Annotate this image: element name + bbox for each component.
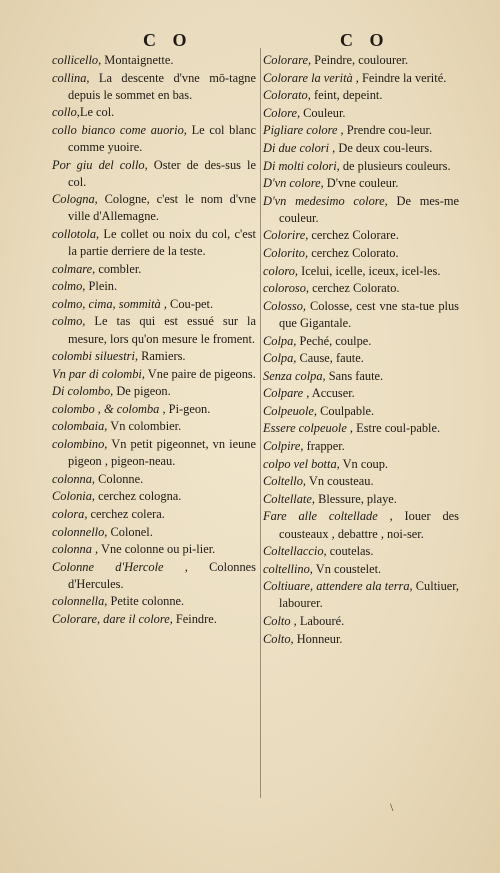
definition: Blessure, playe. — [314, 491, 397, 506]
definition: Vn petit pigeonnet, vn ieune pigeon , pigeon-neau. — [68, 437, 256, 469]
dictionary-entry — [263, 158, 459, 175]
dictionary-entry — [52, 559, 256, 593]
dictionary-entry — [263, 280, 459, 297]
definition: de plusieurs couleurs. — [339, 158, 451, 173]
definition: Coulpable. — [317, 403, 375, 418]
dictionary-entry — [52, 541, 256, 558]
definition: Le col. — [79, 105, 115, 120]
dictionary-entry — [52, 593, 256, 610]
headword: Pigliare colore , — [263, 123, 344, 138]
headword: Di colombo, — [52, 384, 114, 399]
headword: colonnella, — [52, 594, 108, 609]
headword: D'vn medesimo colore, — [263, 193, 388, 208]
headword: collo, — [52, 105, 80, 120]
definition: Le tas qui est essué sur la mesure, lors qu'on mesure le froment. — [68, 314, 256, 346]
dictionary-entry — [263, 298, 459, 332]
dictionary-entry — [263, 385, 459, 402]
definition: Colosse, cest vne sta-tue plus que Gigantale. — [279, 298, 459, 330]
dictionary-entry — [263, 473, 459, 490]
definition: Icelui, icelle, iceux, icel-les. — [298, 263, 441, 278]
headword: colonnello, — [52, 524, 108, 539]
headword: colmare, — [52, 261, 96, 276]
definition: Couleur. — [300, 105, 346, 120]
headword: Colorare, dare il colore, — [52, 612, 173, 626]
dictionary-entry — [263, 333, 459, 350]
dictionary-entry — [263, 52, 459, 69]
definition: Colonnes d'Hercules. — [68, 559, 256, 591]
headword: colombino, — [52, 437, 108, 452]
headword: Colpeuole, — [263, 403, 318, 418]
definition: Oster de des-sus le col. — [68, 157, 256, 189]
dictionary-entry — [52, 348, 256, 365]
definition: Vne paire de pigeons. — [144, 366, 256, 381]
dictionary-entry — [263, 438, 459, 455]
definition: cerchez Colorato. — [309, 281, 400, 296]
header-right: C O — [340, 30, 390, 50]
definition: Petite colonne. — [107, 594, 185, 609]
headword: Colorire, — [263, 228, 309, 243]
headword: Colorato, — [263, 88, 311, 103]
dictionary-entry — [263, 420, 459, 437]
left-column — [52, 52, 256, 629]
dictionary-entry — [263, 122, 459, 139]
headword: colonna, — [52, 471, 96, 486]
definition: Estre coul-pable. — [353, 421, 441, 436]
definition: coutelas. — [326, 544, 374, 559]
dictionary-entry — [52, 471, 256, 488]
dictionary-entry — [263, 368, 459, 385]
headword: Colpire, — [263, 439, 304, 454]
definition: cerchez colera. — [87, 506, 165, 521]
definition: Prendre cou-leur. — [343, 123, 433, 138]
definition: cerchez cologna. — [95, 489, 182, 504]
running-header — [0, 30, 500, 50]
dictionary-entry — [52, 366, 256, 383]
definition: Montaignette. — [101, 53, 174, 67]
dictionary-entry — [263, 175, 459, 192]
dictionary-entry — [263, 456, 459, 473]
dictionary-entry — [263, 245, 459, 262]
definition: Peché, coulpe. — [296, 333, 372, 348]
headword: Senza colpa, — [263, 368, 326, 383]
headword: Fare alle coltellade , — [263, 509, 393, 524]
dictionary-entry — [263, 403, 459, 420]
dictionary-entry — [263, 491, 459, 508]
definition: Iouer des cousteaux , debattre , noi-ser. — [279, 509, 460, 541]
dictionary-entry — [263, 263, 459, 280]
dictionary-entry — [52, 191, 256, 225]
headword: Cologna, — [52, 192, 98, 207]
definition: combler. — [95, 261, 142, 276]
definition: Le collet ou noix du col, c'est la partie derriere de la teste. — [68, 226, 256, 259]
definition: Labouré. — [296, 614, 345, 628]
dictionary-entry — [263, 70, 459, 87]
dictionary-entry — [52, 261, 256, 278]
definition: De deux cou-leurs. — [335, 140, 433, 155]
dictionary-entry — [263, 350, 459, 367]
dictionary-entry — [52, 611, 256, 628]
headword: Vn par di colombi, — [52, 366, 145, 381]
headword: coloroso, — [263, 281, 310, 296]
headword: collicello, — [52, 53, 102, 67]
headword: Colore, — [263, 105, 301, 120]
headword: Colonne d'Hercole , — [52, 559, 188, 574]
definition: frapper. — [303, 439, 345, 454]
definition: Sans faute. — [325, 368, 384, 383]
definition: feint, depeint. — [310, 88, 383, 103]
right-column — [263, 52, 459, 648]
headword: Coltello, — [263, 474, 307, 489]
column-divider — [260, 48, 261, 798]
definition: Cologne, c'est le nom d'vne ville d'Allemagne. — [68, 192, 256, 224]
definition: De mes-me couleur. — [279, 193, 459, 225]
headword: Colto, — [263, 631, 294, 646]
definition: Accuser. — [309, 386, 355, 401]
definition: Vn colombier. — [107, 419, 182, 434]
headword: colonna , — [52, 542, 99, 557]
headword: Colpare , — [263, 386, 310, 401]
headword: collina, — [52, 70, 90, 85]
dictionary-entry — [52, 104, 256, 121]
dictionary-entry — [263, 193, 459, 227]
dictionary-entry — [263, 561, 459, 578]
dictionary-entry — [52, 524, 256, 541]
definition: Peindre, coulourer. — [311, 53, 409, 67]
dictionary-entry — [52, 122, 256, 156]
headword: colmo, cima, sommità , — [52, 296, 167, 311]
dictionary-entry — [263, 543, 459, 560]
headword: D'vn colore, — [263, 176, 324, 191]
definition: De pigeon. — [113, 384, 171, 399]
headword: Colpa, — [263, 351, 297, 366]
headword: Coltellaccio, — [263, 544, 327, 559]
headword: collo bianco come auorio, — [52, 122, 187, 137]
dictionary-entry — [52, 436, 256, 470]
dictionary-entry — [263, 227, 459, 244]
definition: Colonne. — [95, 471, 144, 486]
headword: Colto , — [263, 614, 297, 628]
definition: Colonel. — [107, 524, 153, 539]
definition: D'vne couleur. — [323, 176, 399, 191]
headword: coltellino, — [263, 561, 313, 576]
dictionary-entry — [52, 383, 256, 400]
definition: Vn coup. — [339, 456, 389, 471]
dictionary-entry — [52, 488, 256, 505]
definition: Feindre. — [172, 612, 217, 626]
headword: Colorito, — [263, 246, 309, 261]
dictionary-entry — [263, 631, 459, 648]
dictionary-entry — [52, 401, 256, 418]
dictionary-entry — [52, 52, 256, 69]
headword: collotola, — [52, 226, 100, 241]
stray-mark: \ — [390, 800, 394, 814]
header-left: C O — [143, 30, 193, 50]
headword: Coltiuare, attendere ala terra, — [263, 579, 413, 594]
headword: Colonia, — [52, 489, 96, 504]
headword: coloro, — [263, 263, 298, 278]
definition: Cause, faute. — [296, 351, 364, 366]
headword: colora, — [52, 506, 88, 521]
definition: Honneur. — [293, 631, 343, 646]
headword: Coltellate, — [263, 491, 315, 506]
headword: Di molti colori, — [263, 158, 340, 173]
headword: Por giu del collo, — [52, 157, 148, 172]
definition: Vne colonne ou pi-lier. — [98, 542, 216, 557]
definition: Vn coustelet. — [312, 561, 382, 576]
dictionary-entry — [52, 313, 256, 347]
dictionary-entry — [263, 140, 459, 157]
definition: Vn cousteau. — [306, 474, 374, 489]
headword: Essere colpeuole , — [263, 421, 354, 436]
headword: colmo, — [52, 314, 86, 329]
dictionary-entry — [52, 157, 256, 191]
definition: Cou-pet. — [166, 296, 214, 311]
dictionary-entry — [263, 105, 459, 122]
definition: Feindre la verité. — [358, 70, 447, 85]
headword: colpo vel botta, — [263, 456, 340, 471]
definition: Plein. — [85, 279, 118, 294]
headword: colmo, — [52, 279, 86, 294]
headword: Colorare la verità , — [263, 70, 359, 85]
definition: Pi-geon. — [165, 401, 211, 416]
headword: Di due colori , — [263, 140, 336, 155]
dictionary-entry — [52, 70, 256, 104]
dictionary-entry — [263, 508, 459, 542]
definition: La descente d'vne mō-tagne depuis le sommet en bas. — [68, 70, 256, 102]
dictionary-entry — [52, 506, 256, 523]
headword: Colpa, — [263, 333, 297, 348]
headword: Colorare, — [263, 53, 312, 67]
dictionary-entry — [52, 418, 256, 435]
definition: Cultiuer, labourer. — [279, 579, 459, 611]
dictionary-entry — [52, 226, 256, 260]
definition: cerchez Colorato. — [308, 246, 399, 261]
headword: colombaia, — [52, 419, 108, 434]
dictionary-entry — [263, 87, 459, 104]
definition: cerchez Colorare. — [308, 228, 399, 243]
headword: colombi siluestri, — [52, 349, 139, 364]
dictionary-entry — [52, 278, 256, 295]
dictionary-entry — [263, 613, 459, 630]
definition: Le col blanc comme yuoire. — [68, 122, 256, 154]
definition: Ramiers. — [138, 349, 186, 364]
headword: Colosso, — [263, 298, 307, 313]
dictionary-entry — [263, 578, 459, 612]
dictionary-entry — [52, 296, 256, 313]
headword: colombo , & colomba , — [52, 401, 166, 416]
